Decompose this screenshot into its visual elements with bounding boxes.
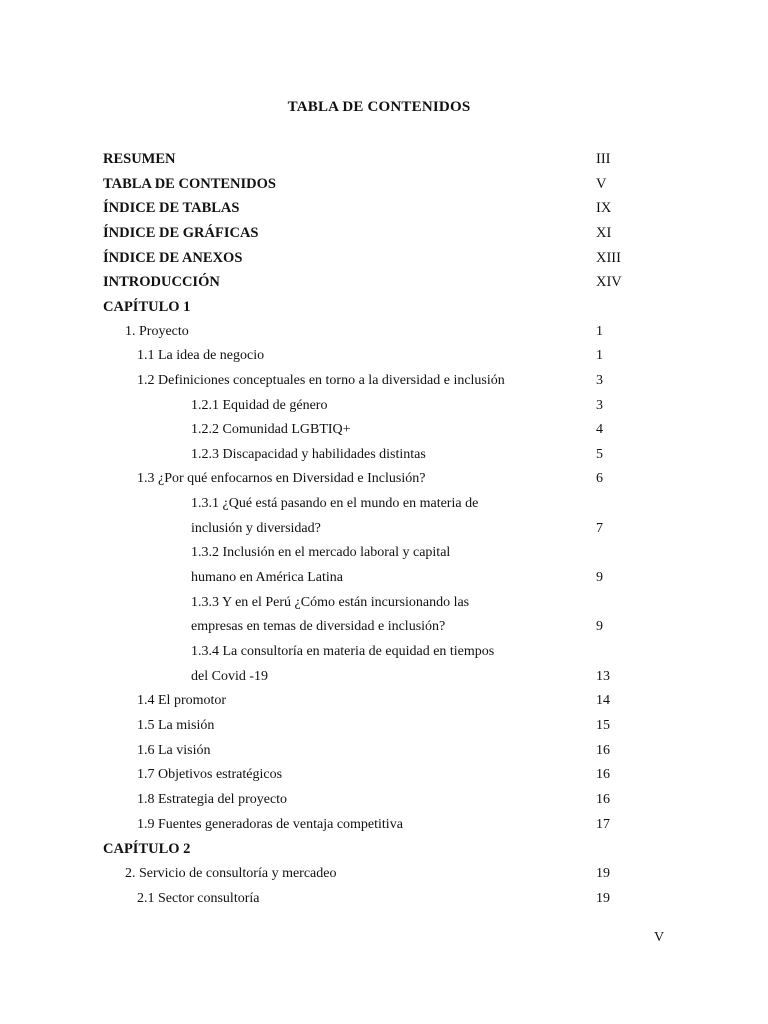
- toc-entry-title: del Covid -19: [191, 668, 268, 684]
- toc-entry: [0, 864, 768, 884]
- toc-entry-title: humano en América Latina: [191, 570, 343, 586]
- toc-entry: [0, 790, 768, 810]
- footer-page-number: V: [654, 930, 665, 945]
- toc-entry: [0, 297, 768, 317]
- toc-entry: [0, 642, 768, 662]
- toc-entry-title: ÍNDICE DE GRÁFICAS: [103, 224, 259, 241]
- toc-entry: [0, 765, 768, 785]
- toc-entry-page: 16: [596, 742, 610, 758]
- toc-entry: [0, 741, 768, 761]
- toc-entry-page: 3: [596, 397, 603, 413]
- toc-entry: [0, 667, 768, 687]
- toc-entry-title: CAPÍTULO 2: [103, 841, 191, 858]
- toc-entry-page: XI: [596, 224, 612, 241]
- toc-entry-title: 1.3.1 ¿Qué está pasando en el mundo en materia de: [191, 496, 479, 512]
- toc-entry: [0, 174, 768, 194]
- toc-entry-page: V: [596, 175, 607, 192]
- toc-entry-page: 6: [596, 471, 603, 487]
- toc-entry: [0, 815, 768, 835]
- toc-entry-page: 9: [596, 619, 603, 635]
- toc-entry-title: 1.3.3 Y en el Perú ¿Cómo están incursionando las: [191, 594, 470, 610]
- toc-entry: [0, 371, 768, 391]
- toc-entry-title: 1.5 La misión: [137, 717, 215, 733]
- toc-entry-title: INTRODUCCIÓN: [103, 274, 220, 291]
- toc-entry-title: RESUMEN: [103, 151, 176, 167]
- toc-entry-title: empresas en temas de diversidad e inclusión?: [191, 619, 446, 635]
- toc-entry: [0, 519, 768, 539]
- toc-entry-page: 16: [596, 767, 610, 783]
- toc-entry-page: 4: [596, 422, 603, 438]
- toc-entry: [0, 593, 768, 613]
- toc-entry-page: 7: [596, 520, 603, 536]
- toc-entry-page: 19: [596, 865, 610, 881]
- toc-entry: [0, 445, 768, 465]
- toc-entry-page: 5: [596, 446, 603, 462]
- toc-entry: [0, 198, 768, 218]
- toc-entry: [0, 322, 768, 342]
- toc-entry-page: 19: [596, 890, 610, 906]
- toc-entry-title: 1.2.1 Equidad de género: [191, 397, 328, 413]
- toc-entry-title: CAPÍTULO 1: [103, 298, 191, 315]
- toc-entry-page: 13: [596, 668, 610, 684]
- toc-entry: [0, 839, 768, 859]
- toc-entry: [0, 346, 768, 366]
- toc-entry-title: 1.9 Fuentes generadoras de ventaja competitiva: [137, 816, 403, 832]
- toc-entry-page: XIII: [596, 249, 621, 266]
- toc-entry-title: inclusión y diversidad?: [191, 520, 321, 536]
- toc-entry: [0, 716, 768, 736]
- toc-entry-page: 14: [596, 693, 610, 709]
- toc-entry: [0, 617, 768, 637]
- toc-entry-page: 9: [596, 570, 603, 586]
- toc-entry-page: 1: [596, 323, 603, 339]
- toc-entry-title: 1.2.2 Comunidad LGBTIQ+: [191, 422, 351, 438]
- toc-entry-page: 16: [596, 791, 610, 807]
- toc-entry: [0, 248, 768, 268]
- toc-entry-title: 1.2 Definiciones conceptuales en torno a la diversidad e inclusión: [137, 372, 505, 388]
- toc-entry: [0, 889, 768, 909]
- document-title: TABLA DE CONTENIDOS: [287, 99, 471, 115]
- toc-entry-page: 3: [596, 372, 603, 388]
- toc-entry-page: 15: [596, 717, 610, 733]
- toc-entry-title: ÍNDICE DE TABLAS: [103, 200, 240, 217]
- toc-entry: [0, 396, 768, 416]
- toc-entry-title: 2. Servicio de consultoría y mercadeo: [125, 865, 337, 881]
- toc-entry-page: XIV: [596, 274, 622, 291]
- toc-entry: [0, 543, 768, 563]
- toc-entry-title: 1. Proyecto: [125, 323, 189, 339]
- toc-entry-page: 1: [596, 348, 603, 364]
- toc-entry: [0, 469, 768, 489]
- toc-entry-title: 1.4 El promotor: [137, 693, 227, 709]
- toc-entry: [0, 223, 768, 243]
- toc-entry-title: 1.3 ¿Por qué enfocarnos en Diversidad e Inclusión?: [137, 471, 426, 487]
- toc-entry-title: 1.8 Estrategia del proyecto: [137, 791, 288, 807]
- toc-entry-title: 1.7 Objetivos estratégicos: [137, 767, 283, 783]
- toc-entry-title: 1.6 La visión: [137, 742, 211, 758]
- toc-entry-title: 2.1 Sector consultoría: [137, 890, 260, 906]
- toc-entry: [0, 272, 768, 292]
- toc-entry: [0, 420, 768, 440]
- toc-entry-title: 1.1 La idea de negocio: [137, 348, 265, 364]
- toc-entry: [0, 494, 768, 514]
- toc-entry-title: ÍNDICE DE ANEXOS: [103, 249, 243, 266]
- toc-entry-page: III: [596, 151, 611, 167]
- toc-entry-title: TABLA DE CONTENIDOS: [103, 175, 276, 192]
- toc-entry-title: 1.2.3 Discapacidad y habilidades distintas: [191, 446, 426, 462]
- toc-entry-title: 1.3.2 Inclusión en el mercado laboral y capital: [191, 545, 451, 561]
- toc-entry-title: 1.3.4 La consultoría en materia de equidad en tiempos: [191, 644, 495, 659]
- toc-entry: [0, 691, 768, 711]
- toc-entry-page: IX: [596, 200, 612, 217]
- toc-entry: [0, 568, 768, 588]
- toc-entry-page: 17: [596, 816, 610, 832]
- toc-entry: [0, 149, 768, 169]
